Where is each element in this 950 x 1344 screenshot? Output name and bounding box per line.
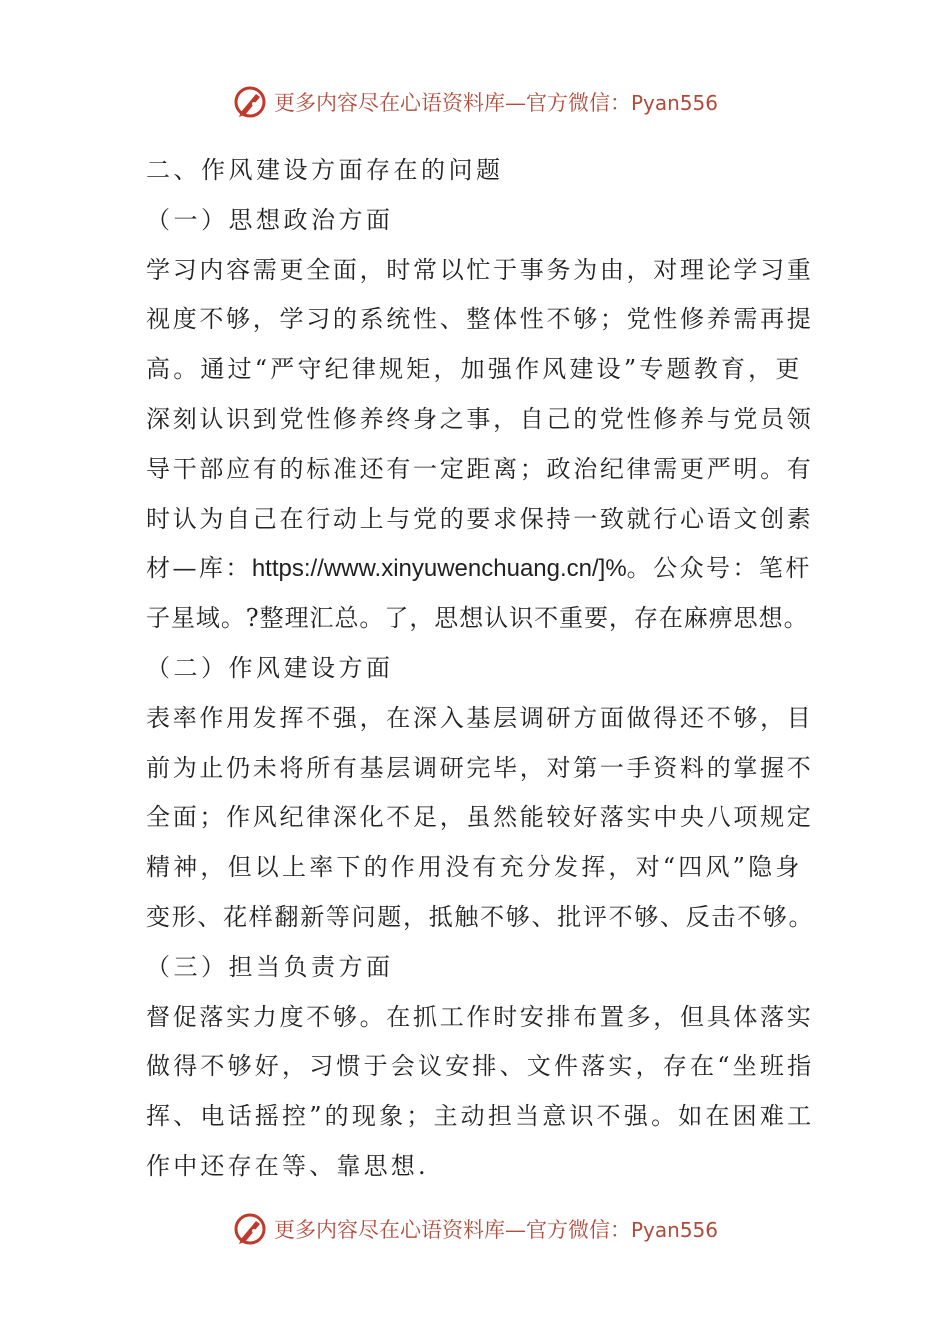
banner-inner <box>232 84 718 120</box>
document-body <box>146 146 814 1192</box>
paragraph-line: 导干部应有的标准还有一定距离；政治纪律需更严明。有 <box>146 454 814 483</box>
paragraph-line: 督促落实力度不够。在抓工作时安排布置多，但具体落实 <box>146 1002 814 1031</box>
paragraph-line: 子星域。?整理汇总。了，思想认识不重要，存在麻痹思想。 <box>146 604 809 633</box>
header-watermark-banner <box>0 80 950 124</box>
banner-text <box>274 1214 718 1244</box>
banner-wechat-id: Pyan556 <box>630 1218 718 1242</box>
paragraph-line: 时认为自己在行动上与党的要求保持一致就行心语文创素 <box>146 504 814 533</box>
paragraph-line: 高。通过“严守纪律规矩，加强作风建设”专题教育，更 <box>146 355 803 384</box>
banner-inner <box>232 1211 718 1247</box>
subsection-heading: （三）担当负责方面 <box>146 952 394 981</box>
subsection-heading: （二）作风建设方面 <box>146 653 394 682</box>
website-url: https://www.xinyuwenchuang.cn/]% <box>251 555 627 583</box>
banner-wechat-id: Pyan556 <box>630 91 718 115</box>
section-heading: 二、作风建设方面存在的问题 <box>146 156 504 184</box>
paragraph-line: 精神，但以上率下的作用没有充分发挥，对“四风”隐身 <box>146 853 803 882</box>
url-line-prefix: 材—库： <box>146 554 252 583</box>
paragraph-line: 做得不够好，习惯于会议安排、文件落实，存在“坐班指 <box>146 1052 815 1081</box>
paragraph-line: 变形、花样翻新等问题，抵触不够、批评不够、反击不够。 <box>146 902 815 931</box>
paragraph-line: 深刻认识到党性修养终身之事，自己的党性修养与党员领 <box>146 404 814 433</box>
paragraph-line: 视度不够，学习的系统性、整体性不够；党性修养需再提 <box>146 305 814 334</box>
paragraph-line: 挥、电话摇控”的现象；主动担当意识不强。如在困难工 <box>146 1102 815 1131</box>
paragraph-line: 作中还存在等、靠思想. <box>146 1151 429 1180</box>
banner-text <box>274 87 718 117</box>
paragraph-line: 学习内容需更全面，时常以忙于事务为由，对理论学习重 <box>146 255 814 284</box>
pen-logo-icon <box>232 84 268 120</box>
banner-slogan: 更多内容尽在心语资料库—官方微信： <box>273 91 631 115</box>
pen-logo-icon <box>232 1211 268 1247</box>
paragraph-line: 表率作用发挥不强，在深入基层调研方面做得还不够，目 <box>146 703 814 732</box>
url-line-suffix: 。公众号：笔杆 <box>626 554 812 583</box>
footer-watermark-banner <box>0 1207 950 1251</box>
paragraph-line-with-url <box>146 544 814 594</box>
paragraph-line: 全面；作风纪律深化不足，虽然能较好落实中央八项规定 <box>146 803 814 832</box>
banner-slogan: 更多内容尽在心语资料库—官方微信： <box>273 1218 631 1242</box>
paragraph-line: 前为止仍未将所有基层调研完毕，对第一手资料的掌握不 <box>146 753 814 782</box>
subsection-heading: （一）思想政治方面 <box>146 205 394 234</box>
